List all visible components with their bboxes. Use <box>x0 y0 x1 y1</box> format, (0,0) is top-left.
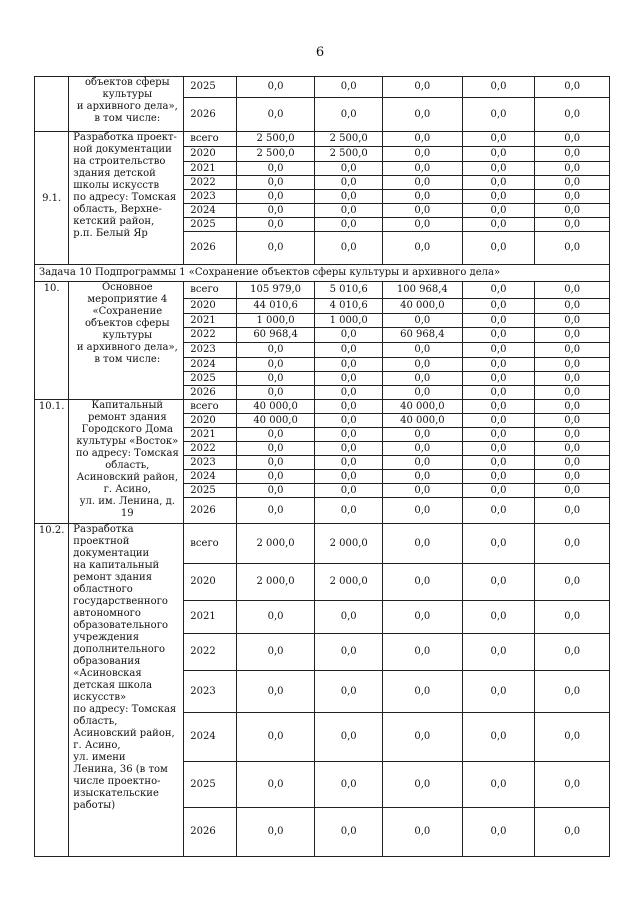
value-cell: 0,0 <box>535 470 610 484</box>
year-cell: всего <box>184 524 236 564</box>
value-cell: 0,0 <box>383 634 463 671</box>
value-cell: 0,0 <box>383 162 463 176</box>
value-cell: 40 000,0 <box>383 414 463 428</box>
value-cell: 0,0 <box>535 762 610 808</box>
value-cell: 0,0 <box>315 671 383 713</box>
year-cell: 2025 <box>184 77 236 98</box>
value-cell: 0,0 <box>236 386 315 400</box>
value-cell: 0,0 <box>462 671 535 713</box>
year-cell: 2025 <box>184 484 236 498</box>
task-title: Задача 10 Подпрограммы 1 «Сохранение объектов сферы культуры и архивного дела» <box>35 265 610 282</box>
year-cell: всего <box>184 132 236 147</box>
value-cell: 0,0 <box>315 372 383 386</box>
year-cell: 2026 <box>184 98 236 132</box>
value-cell: 0,0 <box>315 498 383 524</box>
value-cell: 40 000,0 <box>383 299 463 314</box>
value-cell: 0,0 <box>236 218 315 232</box>
value-cell: 0,0 <box>535 147 610 162</box>
value-cell: 0,0 <box>383 484 463 498</box>
value-cell: 0,0 <box>462 456 535 470</box>
value-cell: 0,0 <box>383 762 463 808</box>
value-cell: 60 968,4 <box>236 328 315 343</box>
value-cell: 0,0 <box>462 190 535 204</box>
year-cell: 2021 <box>184 428 236 442</box>
value-cell: 0,0 <box>383 232 463 265</box>
year-cell: 2024 <box>184 358 236 372</box>
year-cell: 2025 <box>184 762 236 808</box>
year-cell: 2023 <box>184 671 236 713</box>
value-cell: 0,0 <box>462 484 535 498</box>
value-cell: 0,0 <box>535 564 610 601</box>
year-cell: 2023 <box>184 190 236 204</box>
value-cell: 0,0 <box>236 456 315 470</box>
value-cell: 0,0 <box>462 601 535 634</box>
value-cell: 0,0 <box>236 358 315 372</box>
value-cell: 0,0 <box>236 713 315 762</box>
value-cell: 0,0 <box>383 564 463 601</box>
year-cell: всего <box>184 400 236 414</box>
value-cell: 0,0 <box>535 442 610 456</box>
value-cell: 0,0 <box>462 524 535 564</box>
value-cell: 0,0 <box>383 343 463 358</box>
value-cell: 0,0 <box>315 442 383 456</box>
value-cell: 0,0 <box>535 190 610 204</box>
value-cell: 0,0 <box>462 282 535 299</box>
value-cell: 0,0 <box>315 456 383 470</box>
value-cell: 0,0 <box>462 358 535 372</box>
event-name: Разработка проектной документации на капитальный ремонт здания областного государственного автономного образовательного учреждения дополнительного образования «Асиновская детская школа искусств» по адресу: Томская область, Асиновский район, г. Асино, ул. имени Ленина, 36 (в том числе проектно- изыскательские работы) <box>69 524 184 857</box>
value-cell: 0,0 <box>383 442 463 456</box>
value-cell: 0,0 <box>535 601 610 634</box>
value-cell: 0,0 <box>236 762 315 808</box>
value-cell: 0,0 <box>236 442 315 456</box>
value-cell: 1 000,0 <box>236 314 315 328</box>
value-cell: 0,0 <box>462 428 535 442</box>
value-cell: 0,0 <box>315 762 383 808</box>
value-cell: 0,0 <box>462 314 535 328</box>
year-cell: 2022 <box>184 328 236 343</box>
value-cell: 0,0 <box>236 671 315 713</box>
value-cell: 0,0 <box>315 808 383 857</box>
value-cell: 0,0 <box>535 77 610 98</box>
value-cell: 0,0 <box>535 671 610 713</box>
value-cell: 0,0 <box>315 98 383 132</box>
row-number: 10.2. <box>35 524 69 857</box>
value-cell: 0,0 <box>462 299 535 314</box>
value-cell: 0,0 <box>236 484 315 498</box>
value-cell: 0,0 <box>315 162 383 176</box>
year-cell: 2024 <box>184 470 236 484</box>
value-cell: 0,0 <box>236 601 315 634</box>
value-cell: 0,0 <box>462 762 535 808</box>
value-cell: 0,0 <box>383 176 463 190</box>
value-cell: 0,0 <box>383 98 463 132</box>
value-cell: 0,0 <box>462 162 535 176</box>
value-cell: 0,0 <box>315 428 383 442</box>
value-cell: 0,0 <box>236 162 315 176</box>
value-cell: 0,0 <box>383 386 463 400</box>
value-cell: 40 000,0 <box>383 400 463 414</box>
value-cell: 0,0 <box>236 808 315 857</box>
value-cell: 0,0 <box>383 498 463 524</box>
year-cell: 2022 <box>184 634 236 671</box>
value-cell: 0,0 <box>236 498 315 524</box>
table-row <box>35 400 610 414</box>
year-cell: всего <box>184 282 236 299</box>
value-cell: 0,0 <box>383 524 463 564</box>
value-cell: 0,0 <box>535 428 610 442</box>
value-cell: 0,0 <box>535 372 610 386</box>
value-cell: 5 010,6 <box>315 282 383 299</box>
value-cell: 0,0 <box>315 414 383 428</box>
row-number <box>35 77 69 132</box>
table-row <box>35 524 610 564</box>
value-cell: 40 000,0 <box>236 414 315 428</box>
value-cell: 0,0 <box>383 808 463 857</box>
event-name: Основное мероприятие 4 «Сохранение объектов сферы культуры и архивного дела», в том числе: <box>69 282 184 400</box>
value-cell: 0,0 <box>315 328 383 343</box>
year-cell: 2024 <box>184 713 236 762</box>
row-number: 10.1. <box>35 400 69 524</box>
value-cell: 0,0 <box>383 77 463 98</box>
table-row <box>35 282 610 299</box>
value-cell: 0,0 <box>535 414 610 428</box>
value-cell: 0,0 <box>535 218 610 232</box>
value-cell: 0,0 <box>535 328 610 343</box>
value-cell: 0,0 <box>383 204 463 218</box>
value-cell: 0,0 <box>315 218 383 232</box>
value-cell: 0,0 <box>462 77 535 98</box>
value-cell: 0,0 <box>236 428 315 442</box>
value-cell: 0,0 <box>462 204 535 218</box>
value-cell: 0,0 <box>535 524 610 564</box>
value-cell: 0,0 <box>462 634 535 671</box>
value-cell: 0,0 <box>462 564 535 601</box>
value-cell: 0,0 <box>535 176 610 190</box>
value-cell: 0,0 <box>535 358 610 372</box>
value-cell: 0,0 <box>383 428 463 442</box>
table-body <box>35 77 610 857</box>
value-cell: 0,0 <box>462 372 535 386</box>
value-cell: 0,0 <box>315 232 383 265</box>
value-cell: 0,0 <box>535 713 610 762</box>
value-cell: 0,0 <box>462 328 535 343</box>
event-name: Разработка проект- ной документации на строительство здания детской школы искусств по адресу: Томская область, Верхне- кетский район, р.п. Белый Яр <box>69 132 184 265</box>
value-cell: 0,0 <box>535 204 610 218</box>
value-cell: 1 000,0 <box>315 314 383 328</box>
value-cell: 0,0 <box>535 400 610 414</box>
value-cell: 0,0 <box>315 386 383 400</box>
page-number: 6 <box>315 45 325 60</box>
value-cell: 0,0 <box>535 282 610 299</box>
year-cell: 2026 <box>184 498 236 524</box>
row-number: 9.1. <box>35 132 69 265</box>
value-cell: 0,0 <box>236 372 315 386</box>
value-cell: 0,0 <box>462 498 535 524</box>
value-cell: 0,0 <box>236 176 315 190</box>
value-cell: 0,0 <box>315 343 383 358</box>
year-cell: 2023 <box>184 343 236 358</box>
value-cell: 2 500,0 <box>315 147 383 162</box>
value-cell: 0,0 <box>462 147 535 162</box>
value-cell: 0,0 <box>315 634 383 671</box>
value-cell: 0,0 <box>535 484 610 498</box>
value-cell: 40 000,0 <box>236 400 315 414</box>
value-cell: 0,0 <box>315 484 383 498</box>
value-cell: 0,0 <box>535 98 610 132</box>
value-cell: 0,0 <box>315 601 383 634</box>
value-cell: 0,0 <box>462 386 535 400</box>
value-cell: 0,0 <box>236 98 315 132</box>
value-cell: 0,0 <box>462 400 535 414</box>
year-cell: 2026 <box>184 808 236 857</box>
table-row <box>35 132 610 147</box>
event-name: объектов сферы культуры и архивного дела», в том числе: <box>69 77 184 132</box>
value-cell: 0,0 <box>462 470 535 484</box>
value-cell: 0,0 <box>462 343 535 358</box>
value-cell: 105 979,0 <box>236 282 315 299</box>
year-cell: 2025 <box>184 372 236 386</box>
value-cell: 0,0 <box>462 808 535 857</box>
value-cell: 0,0 <box>236 232 315 265</box>
year-cell: 2020 <box>184 564 236 601</box>
value-cell: 0,0 <box>383 218 463 232</box>
value-cell: 0,0 <box>383 314 463 328</box>
year-cell: 2021 <box>184 601 236 634</box>
value-cell: 0,0 <box>383 601 463 634</box>
value-cell: 0,0 <box>535 162 610 176</box>
value-cell: 0,0 <box>535 808 610 857</box>
value-cell: 0,0 <box>462 713 535 762</box>
year-cell: 2020 <box>184 299 236 314</box>
value-cell: 0,0 <box>383 470 463 484</box>
value-cell: 4 010,6 <box>315 299 383 314</box>
year-cell: 2024 <box>184 204 236 218</box>
value-cell: 0,0 <box>462 232 535 265</box>
year-cell: 2021 <box>184 314 236 328</box>
task-row <box>35 265 610 282</box>
value-cell: 0,0 <box>236 77 315 98</box>
value-cell: 2 000,0 <box>315 524 383 564</box>
value-cell: 0,0 <box>462 98 535 132</box>
value-cell: 0,0 <box>315 204 383 218</box>
table-row <box>35 77 610 98</box>
year-cell: 2023 <box>184 456 236 470</box>
value-cell: 0,0 <box>383 358 463 372</box>
value-cell: 0,0 <box>383 372 463 386</box>
value-cell: 60 968,4 <box>383 328 463 343</box>
value-cell: 100 968,4 <box>383 282 463 299</box>
year-cell: 2022 <box>184 176 236 190</box>
value-cell: 0,0 <box>535 456 610 470</box>
value-cell: 0,0 <box>236 634 315 671</box>
year-cell: 2025 <box>184 218 236 232</box>
value-cell: 0,0 <box>315 190 383 204</box>
value-cell: 2 000,0 <box>236 524 315 564</box>
year-cell: 2021 <box>184 162 236 176</box>
value-cell: 0,0 <box>315 176 383 190</box>
year-cell: 2020 <box>184 147 236 162</box>
budget-table <box>34 76 610 857</box>
value-cell: 0,0 <box>535 232 610 265</box>
value-cell: 0,0 <box>462 218 535 232</box>
row-number: 10. <box>35 282 69 400</box>
value-cell: 0,0 <box>236 204 315 218</box>
value-cell: 44 010,6 <box>236 299 315 314</box>
value-cell: 0,0 <box>535 314 610 328</box>
value-cell: 0,0 <box>315 470 383 484</box>
value-cell: 0,0 <box>315 358 383 372</box>
value-cell: 0,0 <box>462 132 535 147</box>
value-cell: 0,0 <box>236 343 315 358</box>
value-cell: 0,0 <box>535 386 610 400</box>
value-cell: 0,0 <box>462 176 535 190</box>
event-name: Капитальный ремонт здания Городского Дома культуры «Восток» по адресу: Томская область, Асиновский район, г. Асино, ул. им. Ленина, д. 19 <box>69 400 184 524</box>
value-cell: 0,0 <box>315 713 383 762</box>
value-cell: 0,0 <box>535 634 610 671</box>
value-cell: 0,0 <box>535 299 610 314</box>
value-cell: 0,0 <box>236 190 315 204</box>
value-cell: 2 000,0 <box>236 564 315 601</box>
value-cell: 0,0 <box>462 442 535 456</box>
value-cell: 0,0 <box>462 414 535 428</box>
year-cell: 2022 <box>184 442 236 456</box>
value-cell: 0,0 <box>383 132 463 147</box>
value-cell: 0,0 <box>383 456 463 470</box>
value-cell: 2 500,0 <box>236 147 315 162</box>
value-cell: 0,0 <box>535 498 610 524</box>
value-cell: 0,0 <box>315 400 383 414</box>
value-cell: 0,0 <box>236 470 315 484</box>
value-cell: 2 000,0 <box>315 564 383 601</box>
value-cell: 0,0 <box>383 147 463 162</box>
value-cell: 0,0 <box>535 343 610 358</box>
value-cell: 0,0 <box>535 132 610 147</box>
year-cell: 2020 <box>184 414 236 428</box>
value-cell: 0,0 <box>383 713 463 762</box>
year-cell: 2026 <box>184 232 236 265</box>
value-cell: 0,0 <box>315 77 383 98</box>
value-cell: 0,0 <box>383 190 463 204</box>
year-cell: 2026 <box>184 386 236 400</box>
value-cell: 0,0 <box>383 671 463 713</box>
value-cell: 2 500,0 <box>236 132 315 147</box>
value-cell: 2 500,0 <box>315 132 383 147</box>
